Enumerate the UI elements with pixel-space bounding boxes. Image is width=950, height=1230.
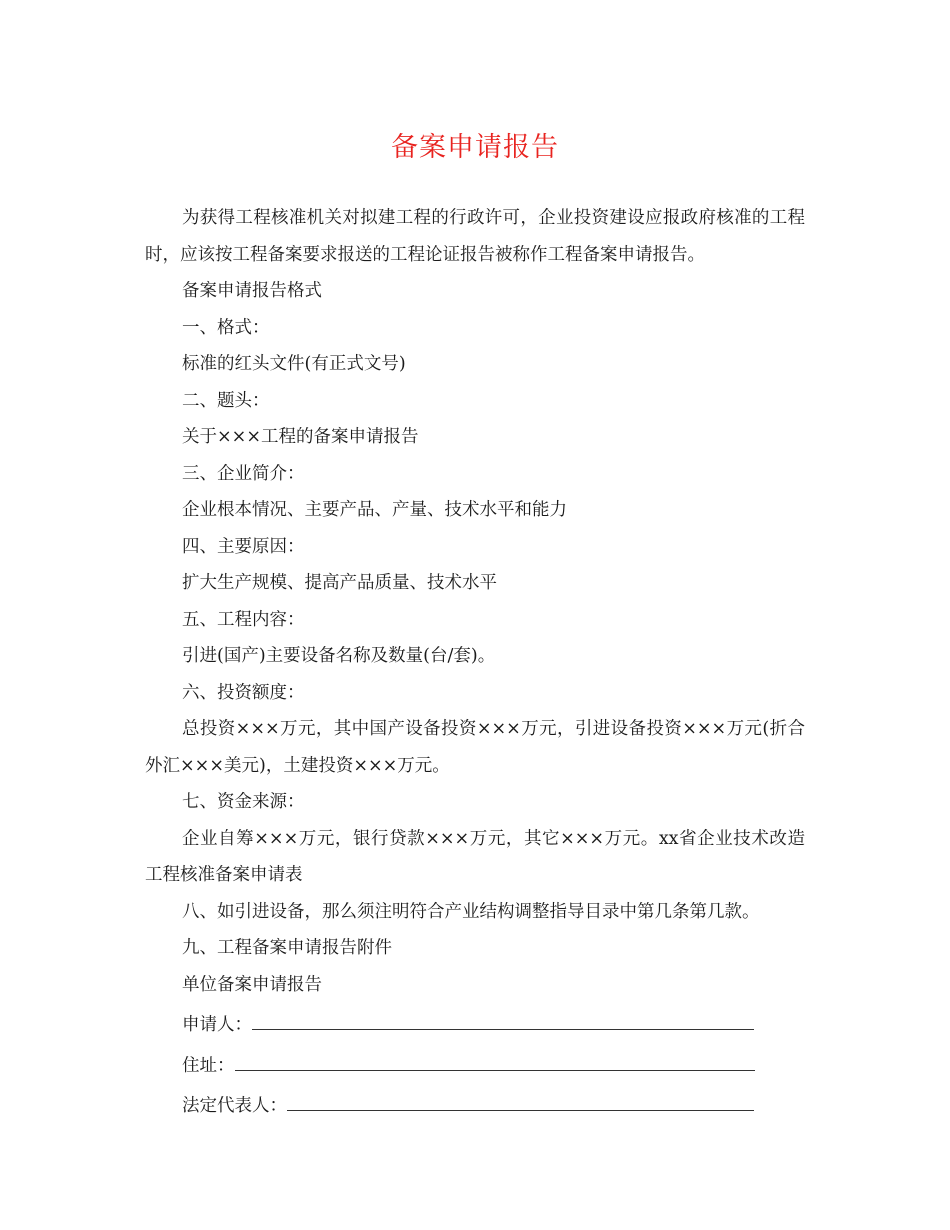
- legal-rep-label: 法定代表人：: [182, 1096, 287, 1116]
- section-format-heading: 一、格式：: [182, 317, 270, 338]
- section-reason-heading: 四、主要原因：: [182, 536, 305, 557]
- section-company-content: 企业根本情况、主要产品、产量、技术水平和能力: [182, 500, 567, 520]
- address-field: [145, 1044, 805, 1085]
- funding-paragraph: 企业自筹×××万元，银行贷款×××万元，其它×××万元。xx省企业技术改造工程核准备案申请表: [145, 828, 805, 885]
- section-format-content: 标准的红头文件(有正式文号): [182, 354, 406, 374]
- section-header-heading: 二、题头：: [182, 390, 270, 411]
- investment-paragraph: 总投资×××万元，其中国产设备投资×××万元，引进设备投资×××万元(折合外汇×××美元)，土建投资×××万元。: [145, 719, 805, 776]
- section-reason-content: 扩大生产规模、提高产品质量、技术水平: [182, 573, 497, 593]
- applicant-field: [145, 1003, 805, 1044]
- section-content-heading: 五、工程内容：: [182, 609, 305, 630]
- section-investment-heading: 六、投资额度：: [182, 682, 305, 703]
- address-blank-line[interactable]: [235, 1044, 755, 1071]
- section-funding-heading: 七、资金来源：: [182, 792, 305, 812]
- address-label: 住址：: [182, 1055, 235, 1076]
- legal-rep-field: [145, 1084, 805, 1125]
- section-company-heading: 三、企业简介：: [182, 463, 305, 484]
- applicant-blank-line[interactable]: [252, 1003, 754, 1030]
- document-body: [145, 200, 805, 1125]
- format-heading: 备案申请报告格式: [182, 281, 322, 301]
- legal-rep-blank-line[interactable]: [287, 1084, 754, 1111]
- section-header-content: 关于×××工程的备案申请报告: [182, 427, 419, 447]
- item-eight: 八、如引进设备，那么须注明符合产业结构调整指导目录中第几条第几款。: [182, 901, 760, 922]
- item-nine: 九、工程备案申请报告附件: [182, 938, 392, 958]
- unit-report-heading: 单位备案申请报告: [182, 974, 322, 995]
- section-content-content: 引进(国产)主要设备名称及数量(台/套)。: [182, 646, 496, 666]
- applicant-label: 申请人：: [182, 1015, 252, 1035]
- intro-paragraph: 为获得工程核准机关对拟建工程的行政许可，企业投资建设应报政府核准的工程时，应该按工程备案要求报送的工程论证报告被称作工程备案申请报告。: [145, 208, 805, 265]
- document-title: 备案申请报告: [391, 132, 559, 163]
